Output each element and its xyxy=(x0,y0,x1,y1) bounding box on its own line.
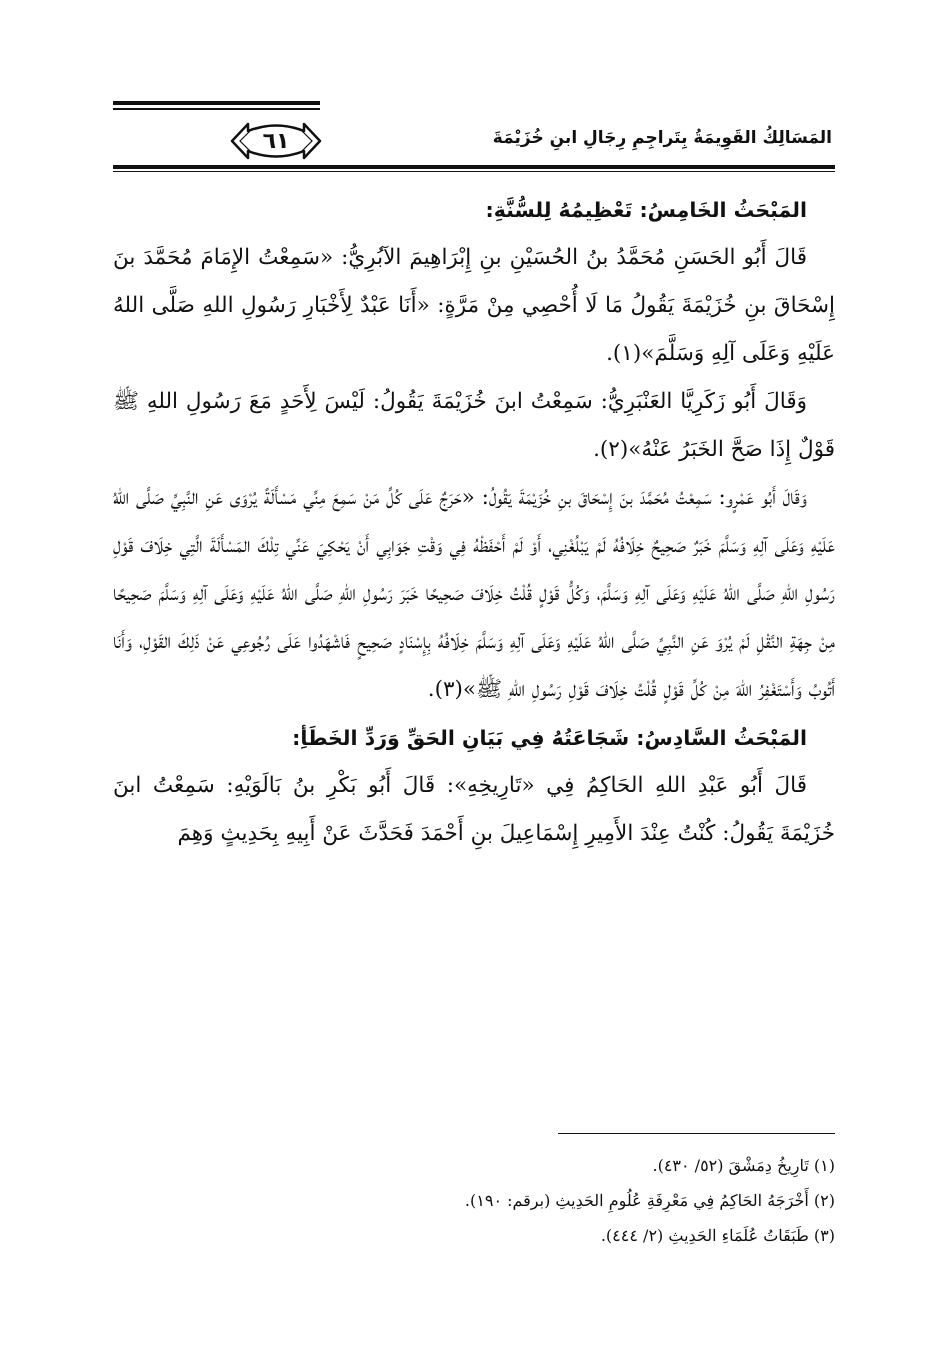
section-heading: المَبْحَثُ السَّادِسُ: شَجَاعَتُهُ فِي بَيَانِ الحَقِّ وَرَدِّ الخَطَأِ: xyxy=(292,726,807,750)
paragraph: قَالَ أَبُو عَبْدِ اللهِ الحَاكِمُ فِي «تَارِيخِهِ»: قَالَ أَبُو بَكْرِ بنُ بَالَوَيْهِ: سَمِعْتُ ابنَ خُزَيْمَةَ يَقُولُ: كُنْتُ عِنْدَ الأَمِيرِ إِسْمَاعِيلَ بنِ أَحْمَدَ فَحَدَّثَ عَنْ أَبِيهِ بِحَدِيثٍ وَهِمَ xyxy=(113,773,835,846)
paragraph: وَقَالَ أَبُو عَمْرٍو: سَمِعْتُ مُحَمَّدَ بنَ إِسْحَاقَ بنِ خُزَيْمَةَ يَقُولُ: «حَرَجٌ عَلَى كُلِّ مَنْ سَمِعَ مِنِّي مَسْأَلَةً يُرْوَى عَنِ النَّبِيِّ صَلَّى اللهُ عَلَيْهِ وَعَلَى آلِهِ وَسَلَّمَ خَبَرٌ صَحِيحٌ خِلَافُهُ لَمْ يَبْلُغْنِي، أَوْ لَمْ أَحْفَظْهُ فِي وَقْتِ جَوَابِي أَنْ يَحْكِيَ عَنِّي تِلْكَ المَسْأَلَةَ الَّتِي خِلَافَ قَوْلِ رَسُولِ اللهِ صَلَّى اللهُ عَلَيْهِ وَعَلَى آلِهِ وَسَلَّمَ، وَكُلُّ قَوْلٍ قُلْتُ خِلَافَ صَحِيحًا خَبَرَ رَسُولِ اللهِ صَلَّى اللهُ عَلَيْهِ وَعَلَى آلِهِ وَسَلَّمَ صَحِيحًا مِنْ جِهَةِ النَّقْلِ لَمْ يُرْوَ عَنِ النَّبِيِّ صَلَّى اللهُ عَلَيْهِ وَعَلَى آلِهِ وَسَلَّمَ خِلَافُهُ بِإِسْنَادٍ صَحِيحٍ فَاشْهَدُوا عَلَى رُجُوعِي عَنْ ذَلِكَ القَوْلِ، وَأَنَا أَتُوبُ وَأَسْتَغْفِرُ اللهَ مِنْ كُلِّ قَوْلٍ قُلْتُ خِلَافَ قَوْلِ رَسُولِ اللهِ ﷺ»(٣). xyxy=(113,485,835,702)
header-rule-short xyxy=(113,101,320,105)
paragraph: وَقَالَ أَبُو زَكَرِيَّا العَنْبَرِيُّ: سَمِعْتُ ابنَ خُزَيْمَةَ يَقُولُ: لَيْسَ لِأَحَدٍ مَعَ رَسُولِ اللهِ ﷺ قَوْلٌ إِذَا صَحَّ الخَبَرُ عَنْهُ»(٢). xyxy=(113,389,835,462)
header-rule-main xyxy=(113,165,835,169)
header-rule-short-thin xyxy=(113,108,320,110)
page-number: ٦١ xyxy=(262,128,290,154)
running-title: المَسَالِكُ القَوِيمَةُ بِتَراجِمِ رِجَالِ ابنِ خُزَيْمَةَ xyxy=(492,128,832,148)
footnote: (٣) طَبَقَاتُ عُلَمَاءِ الحَدِيثِ (٢/ ٤٤٤). xyxy=(600,1226,835,1245)
footnote: (٢) أَخْرَجَهُ الحَاكِمُ فِي مَعْرِفَةِ عُلُومِ الحَدِيثِ (برقم: ١٩٠). xyxy=(464,1191,835,1210)
footnotes xyxy=(113,1148,835,1253)
footnote-separator xyxy=(558,1133,835,1134)
section-heading: المَبْحَثُ الخَامِسُ: تَعْظِيمُهُ لِلسُّنَّةِ: xyxy=(485,198,807,222)
footnote: (١) تَارِيخُ دِمَشْقَ (٥٢/ ٤٣٠). xyxy=(652,1156,835,1175)
paragraph: قَالَ أَبُو الحَسَنِ مُحَمَّدُ بنُ الحُسَيْنِ بنِ إِبْرَاهِيمَ الآبُرِيُّ: «سَمِعْتُ الإِمَامَ مُحَمَّدَ بنَ إِسْحَاقَ بنِ خُزَيْمَةَ يَقُولُ مَا لَا أُحْصِي مِنْ مَرَّةٍ: «أَنَا عَبْدٌ لِأَخْبَارِ رَسُولِ اللهِ صَلَّى اللهُ عَلَيْهِ وَعَلَى آلِهِ وَسَلَّمَ»(١). xyxy=(113,245,835,366)
main-text xyxy=(113,186,835,858)
header-rule-main-thin xyxy=(113,171,835,172)
